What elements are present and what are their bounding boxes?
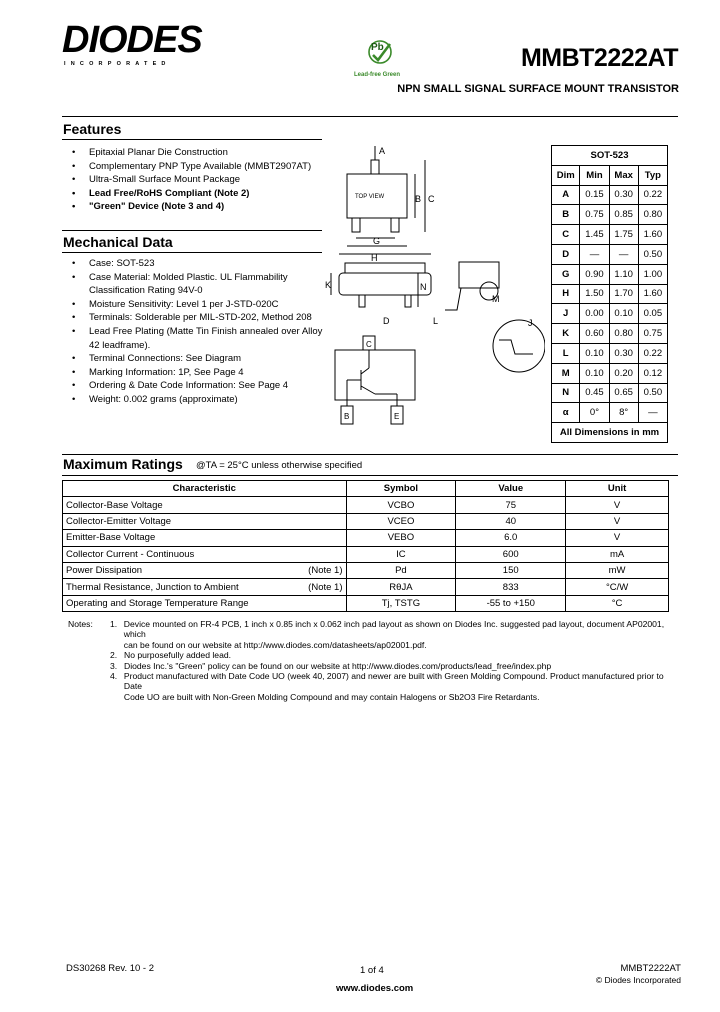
feature-item: • Lead Free/RoHS Compliant (Note 2) [62, 187, 332, 201]
package-marking: TOP VIEW [355, 194, 385, 200]
table-row [552, 284, 668, 304]
ratings-value: 833 [456, 579, 566, 595]
table-row [552, 205, 668, 225]
ratings-header: Symbol [346, 481, 456, 497]
mechanical-item: • Moisture Sensitivity: Level 1 per J-STD-020C [62, 298, 327, 312]
mechanical-item: • Ordering & Date Code Information: See Page 4 [62, 379, 327, 393]
dim-cell: 0.00 [580, 304, 609, 324]
lead-detail-circle [493, 320, 545, 372]
table-row [63, 546, 669, 562]
table-row [63, 562, 669, 578]
ratings-note: (Note 1) [308, 581, 343, 593]
dim-cell: — [609, 244, 638, 264]
ratings-symbol: RθJA [346, 579, 456, 595]
dim-cell: M [552, 363, 580, 383]
note-number: 3. [110, 660, 118, 671]
company-logo: DIODES [62, 19, 202, 61]
dim-cell: 0.65 [609, 383, 638, 403]
dim-cell: 0.30 [609, 343, 638, 363]
table-row [63, 513, 669, 529]
note-line: Diodes Inc.'s "Green" policy can be found on our website at http://www.diodes.com/products/lead_free/index.php [124, 660, 552, 671]
mechanical-item: • Case: SOT-523 [62, 257, 327, 271]
note-item [110, 661, 680, 671]
mechanical-item: • Case Material: Molded Plastic. UL Flammability Classification Rating 94V-0 [62, 271, 327, 298]
dim-cell: 0.20 [609, 363, 638, 383]
note-number: 4. [110, 671, 118, 682]
dim-cell: D [552, 244, 580, 264]
note-line: Device mounted on FR-4 PCB, 1 inch x 0.85 inch x 0.062 inch pad layout as shown on Diodes Inc. suggested pad layout, document AP02001, which [123, 619, 665, 640]
dim-cell: 0.22 [638, 185, 667, 205]
dim-cell: 0.22 [638, 343, 667, 363]
max-ratings-table [62, 480, 669, 612]
feature-item: • Ultra-Small Surface Mount Package [62, 173, 332, 187]
dim-cell: 0.85 [609, 205, 638, 225]
note-item [110, 671, 680, 702]
dim-cell: 0.50 [638, 244, 667, 264]
note-line: Product manufactured with Date Code UO (week 40, 2007) and newer are built with Green Molding Compound. Product manufactured prior to Date [123, 671, 664, 692]
ratings-note: (Note 1) [308, 565, 343, 577]
feature-item: • Epitaxial Planar Die Construction [62, 146, 332, 160]
ratings-unit: V [566, 497, 669, 513]
dim-cell: B [552, 205, 580, 225]
company-logo-subtitle: INCORPORATED [64, 61, 171, 67]
dim-cell: 1.45 [580, 225, 609, 245]
side-view-lead [405, 295, 411, 307]
ratings-value: 600 [456, 546, 566, 562]
dim-letter-j: J [528, 318, 533, 328]
dim-cell: 0.15 [580, 185, 609, 205]
note-number: 1. [110, 619, 118, 629]
top-view-lead [352, 218, 360, 232]
ratings-characteristic: Operating and Storage Temperature Range [66, 597, 249, 609]
top-view-lead [371, 160, 379, 174]
ratings-characteristic: Collector-Base Voltage [66, 499, 163, 511]
dim-cell: 0.05 [638, 304, 667, 324]
mechanical-title: Mechanical Data [63, 234, 173, 250]
table-row [552, 304, 668, 324]
dim-header: Typ [638, 165, 667, 185]
mechanical-list [62, 257, 327, 407]
dim-cell: C [552, 225, 580, 245]
dim-header: Min [580, 165, 609, 185]
dim-cell: 0.10 [580, 363, 609, 383]
dim-cell: — [638, 403, 667, 423]
dim-cell: J [552, 304, 580, 324]
page-number: 1 of 4 [360, 965, 384, 976]
part-number: MMBT2222AT [520, 44, 678, 72]
dim-letter-g: G [373, 236, 381, 246]
dim-cell: 1.50 [580, 284, 609, 304]
features-list [62, 146, 332, 214]
table-row [552, 244, 668, 264]
dim-cell: 0.30 [609, 185, 638, 205]
table-row [63, 530, 669, 546]
dim-letter-c: C [428, 194, 435, 204]
ratings-condition: @TA = 25°C unless otherwise specified [196, 460, 363, 471]
ratings-unit: mW [566, 562, 669, 578]
dim-cell: 0.75 [580, 205, 609, 225]
top-rule [62, 116, 678, 117]
note-number: 2. [110, 650, 118, 661]
ratings-symbol: VCEO [346, 513, 456, 529]
mechanical-item: • Lead Free Plating (Matte Tin Finish annealed over Alloy 42 leadframe). [62, 325, 327, 352]
ratings-title: Maximum Ratings [63, 456, 183, 472]
table-row [552, 363, 668, 383]
terminal-e-label: E [394, 412, 400, 421]
package-outline-drawing [325, 140, 545, 440]
ratings-characteristic: Emitter-Base Voltage [66, 532, 156, 544]
dim-cell: K [552, 324, 580, 344]
table-row [63, 595, 669, 611]
device-subtitle: NPN SMALL SIGNAL SURFACE MOUNT TRANSISTOR [397, 83, 679, 95]
table-row [552, 343, 668, 363]
dim-cell: 0.80 [638, 205, 667, 225]
ratings-unit: V [566, 513, 669, 529]
dim-table-title: SOT-523 [552, 146, 668, 166]
side-view-body [339, 273, 431, 295]
table-row [552, 403, 668, 423]
dim-cell: A [552, 185, 580, 205]
notes-list [110, 619, 680, 702]
dim-cell: G [552, 264, 580, 284]
ratings-symbol: VCBO [346, 497, 456, 513]
ratings-header: Unit [566, 481, 669, 497]
table-row [552, 383, 668, 403]
terminal-b-label: B [344, 412, 350, 421]
side-view-top [345, 263, 425, 273]
ratings-rule [62, 475, 678, 476]
dim-cell: 0.60 [580, 324, 609, 344]
dim-letter-d: D [383, 316, 390, 326]
dim-cell: 0.12 [638, 363, 667, 383]
features-title: Features [63, 121, 122, 137]
ratings-value: 150 [456, 562, 566, 578]
notes-label: Notes: [68, 619, 93, 629]
end-view-body [459, 262, 499, 288]
dim-cell: α [552, 403, 580, 423]
footer-part-number: MMBT2222AT [620, 963, 681, 974]
note-line: Code UO are built with Non-Green Molding Compound and may contain Halogens or Sb2O3 Fire Retardants. [123, 691, 540, 702]
dim-letter-k: K [325, 280, 332, 290]
dim-cell: 0.45 [580, 383, 609, 403]
table-row [552, 185, 668, 205]
dim-header: Max [609, 165, 638, 185]
ratings-top-rule [62, 454, 678, 455]
dim-letter-l: L [433, 316, 439, 326]
table-row [552, 324, 668, 344]
ratings-characteristic: Power Dissipation [66, 565, 143, 577]
ratings-symbol: VEBO [346, 530, 456, 546]
dim-letter-a: A [379, 146, 386, 156]
dim-header: Dim [552, 165, 580, 185]
table-row [63, 579, 669, 595]
ratings-unit: V [566, 530, 669, 546]
feature-item: • Complementary PNP Type Available (MMBT2907AT) [62, 160, 332, 174]
dim-cell: 0° [580, 403, 609, 423]
lead-free-label: Lead-free Green [354, 72, 401, 78]
ratings-symbol: IC [346, 546, 456, 562]
ratings-characteristic: Collector-Emitter Voltage [66, 515, 172, 527]
dim-letter-b: B [415, 194, 422, 204]
feature-item: • "Green" Device (Note 3 and 4) [62, 200, 332, 214]
dim-cell: 1.70 [609, 284, 638, 304]
features-rule [62, 139, 322, 140]
ratings-value: 6.0 [456, 530, 566, 546]
note-item [110, 619, 680, 650]
dim-cell: 1.75 [609, 225, 638, 245]
side-view-lead [359, 295, 365, 307]
dim-cell: 0.10 [580, 343, 609, 363]
ratings-symbol: Tj, TSTG [346, 595, 456, 611]
ratings-value: -55 to +150 [456, 595, 566, 611]
sot523-dimension-table [551, 145, 668, 443]
mechanical-item: • Terminal Connections: See Diagram [62, 352, 327, 366]
dim-letter-h: H [371, 253, 378, 263]
footer-copyright: © Diodes Incorporated [595, 975, 681, 985]
note-line: can be found on our website at http://www.diodes.com/datasheets/ap02001.pdf. [123, 639, 427, 650]
dim-cell: 0.50 [638, 383, 667, 403]
dim-cell: 1.60 [638, 225, 667, 245]
ratings-value: 75 [456, 497, 566, 513]
ratings-value: 40 [456, 513, 566, 529]
document-number: DS30268 Rev. 10 - 2 [66, 963, 155, 974]
ratings-header: Value [456, 481, 566, 497]
note-item [110, 650, 680, 660]
table-row [552, 225, 668, 245]
dim-cell: H [552, 284, 580, 304]
top-view-lead [391, 218, 399, 232]
dim-table-footer: All Dimensions in mm [552, 423, 668, 443]
dim-cell: 0.90 [580, 264, 609, 284]
ratings-unit: mA [566, 546, 669, 562]
table-row [63, 497, 669, 513]
dim-letter-m: M [492, 294, 500, 304]
dim-cell: 1.10 [609, 264, 638, 284]
dim-letter-n: N [420, 282, 427, 292]
note-line: No purposefully added lead. [124, 650, 232, 661]
dim-cell: 1.60 [638, 284, 667, 304]
mechanical-item: • Marking Information: 1P, See Page 4 [62, 366, 327, 380]
mechanical-item: • Weight: 0.002 grams (approximate) [62, 393, 327, 407]
pb-symbol: Pb [371, 42, 384, 53]
dim-cell: 1.00 [638, 264, 667, 284]
end-view-lead [445, 288, 461, 310]
dim-cell: L [552, 343, 580, 363]
mechanical-rule [62, 252, 322, 253]
dim-cell: 0.10 [609, 304, 638, 324]
dim-cell: N [552, 383, 580, 403]
ratings-unit: °C [566, 595, 669, 611]
ratings-header: Characteristic [63, 481, 347, 497]
ratings-unit: °C/W [566, 579, 669, 595]
dim-cell: — [580, 244, 609, 264]
dim-cell: 8° [609, 403, 638, 423]
table-row [552, 264, 668, 284]
dim-cell: 0.80 [609, 324, 638, 344]
ratings-symbol: Pd [346, 562, 456, 578]
dim-cell: 0.75 [638, 324, 667, 344]
mechanical-top-rule [62, 230, 322, 231]
website-link[interactable]: www.diodes.com [336, 983, 414, 994]
ratings-characteristic: Thermal Resistance, Junction to Ambient [66, 581, 239, 593]
lead-detail-profile [499, 340, 533, 354]
mechanical-item: • Terminals: Solderable per MIL-STD-202, Method 208 [62, 311, 327, 325]
ratings-characteristic: Collector Current - Continuous [66, 548, 195, 560]
terminal-c-label: C [366, 340, 372, 349]
